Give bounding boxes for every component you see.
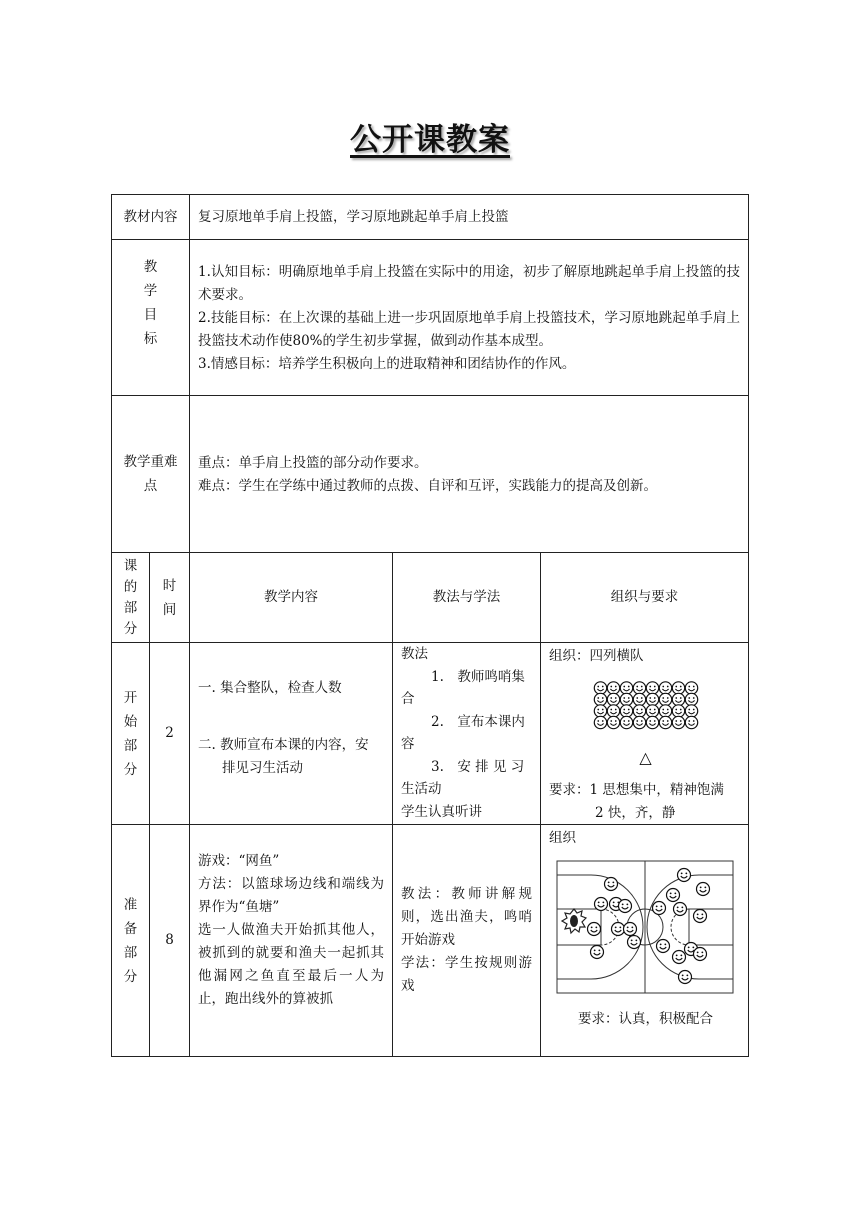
start-content-1: 一. 集合整队，检查人数	[198, 680, 342, 696]
goal-affective: 3.情感目标：培养学生积极向上的进取精神和团结协作的作风。	[198, 356, 576, 372]
goals-label-char: 教	[143, 258, 158, 275]
start-org-title: 组织：四列横队	[549, 648, 644, 664]
student-smiley-icon	[672, 693, 684, 705]
student-smiley-icon	[620, 705, 632, 717]
student-smiley-icon	[672, 705, 684, 717]
goals-content-cell	[189, 239, 749, 396]
student-smiley-icon	[678, 869, 691, 882]
goals-label-char: 学	[143, 282, 158, 299]
page-title: 公开课教案	[350, 122, 510, 158]
student-smiley-icon	[679, 971, 692, 984]
student-smiley-icon	[685, 716, 697, 728]
student-smiley-icon	[633, 716, 645, 728]
header-organization: 组织与要求	[610, 589, 679, 605]
start-method-1a: 1. 教师鸣哨集	[431, 668, 525, 685]
student-smiley-icon	[672, 682, 684, 694]
student-smiley-icon	[646, 693, 658, 705]
goal-cognitive: 1.认知目标：明确原地单手肩上投篮在实际中的用途，初步了解原地跳起单手肩上投篮的技术要求。	[198, 264, 740, 303]
prep-time: 8	[165, 932, 174, 948]
start-req-1: 要求：1 思想集中，精神饱满	[549, 782, 724, 798]
prep-teach-method: 教法：教师讲解规则，选出渔夫，鸣哨开始游戏	[401, 886, 532, 948]
student-smiley-icon	[607, 682, 619, 694]
start-content-cell	[189, 642, 393, 825]
header-part-char: 的	[123, 578, 138, 595]
student-smiley-icon	[605, 878, 618, 891]
header-method: 教法与学法	[432, 589, 501, 605]
start-method-4: 学生认真听讲	[401, 803, 482, 820]
student-smiley-icon	[685, 705, 697, 717]
prep-learn-method: 学法：学生按规则游戏	[401, 955, 532, 994]
student-smiley-icon	[594, 716, 606, 728]
header-part-cell	[111, 552, 150, 643]
prep-method-cell	[392, 824, 541, 1057]
student-smiley-icon	[659, 705, 671, 717]
student-smiley-icon	[685, 693, 697, 705]
start-content-2b: 排见习生活动	[222, 760, 303, 776]
header-part-char: 分	[123, 620, 138, 637]
start-method-3a: 3. 安 排 见 习	[431, 758, 525, 775]
start-part-char: 开	[123, 689, 138, 706]
student-smiley-icon	[591, 946, 604, 959]
start-method-1b: 合	[401, 691, 415, 707]
material-label: 教材内容	[123, 208, 178, 225]
material-content-cell	[189, 194, 749, 240]
material-content: 复习原地单手肩上投篮，学习原地跳起单手肩上投篮	[198, 208, 509, 225]
student-smiley-icon	[620, 693, 632, 705]
student-smiley-icon	[685, 682, 697, 694]
start-time-cell	[149, 642, 190, 825]
formation-diagram	[551, 680, 741, 742]
start-method-2a: 2. 宣布本课内	[431, 713, 525, 730]
prep-rule-text: 选一人做渔夫开始抓其他人，被抓到的就要和渔夫一起抓其他漏网之鱼直至最后一人为止，跑出线外的算被抓	[198, 922, 384, 1007]
student-smiley-icon	[674, 903, 687, 916]
prep-requirement: 要求：认真，积极配合	[578, 1011, 713, 1027]
student-smiley-icon	[594, 682, 606, 694]
header-time-cell	[149, 552, 190, 643]
start-method-title: 教法	[401, 646, 428, 662]
prep-time-cell	[149, 824, 190, 1057]
student-smiley-icon	[620, 716, 632, 728]
start-content-2a: 二. 教师宣布本课的内容，安	[198, 737, 369, 753]
student-smiley-icon	[659, 682, 671, 694]
keypoints-label-line2: 点	[143, 478, 158, 494]
student-smiley-icon	[694, 948, 707, 961]
student-smiley-icon	[594, 705, 606, 717]
prep-part-cell	[111, 824, 150, 1057]
student-smiley-icon	[667, 889, 680, 902]
header-part-char: 部	[123, 599, 138, 616]
prep-content-cell	[189, 824, 393, 1057]
start-part-char: 始	[123, 713, 138, 730]
student-smiley-icon	[624, 923, 637, 936]
start-method-cell	[392, 642, 541, 825]
prep-method-text: 方法：以篮球场边线和端线为界作为“鱼塘”	[198, 876, 384, 915]
start-method-2b: 容	[401, 736, 415, 752]
student-smiley-icon	[620, 682, 632, 694]
prep-game-title: 游戏：“网鱼”	[198, 853, 280, 869]
student-smiley-icon	[659, 693, 671, 705]
prep-org-title: 组织	[549, 830, 576, 846]
student-smiley-icon	[694, 910, 707, 923]
student-smiley-icon	[657, 940, 670, 953]
student-smiley-icon	[646, 716, 658, 728]
prep-part-char: 备	[123, 920, 138, 937]
student-smiley-icon	[607, 716, 619, 728]
student-smiley-icon	[619, 900, 632, 913]
student-smiley-icon	[646, 682, 658, 694]
student-smiley-icon	[628, 936, 641, 949]
student-smiley-icon	[673, 951, 686, 964]
student-smiley-icon	[607, 705, 619, 717]
student-smiley-icon	[653, 902, 666, 915]
prep-org-cell	[540, 824, 749, 1057]
student-smiley-icon	[607, 693, 619, 705]
start-org-cell	[540, 642, 749, 825]
goals-label-cell	[111, 239, 190, 396]
start-req-2: 2 快，齐，静	[595, 805, 676, 821]
start-part-char: 分	[123, 761, 138, 778]
student-smiley-icon	[588, 923, 601, 936]
student-smiley-icon	[633, 693, 645, 705]
goals-label-char: 标	[143, 330, 158, 347]
student-smiley-icon	[595, 898, 608, 911]
start-method-3b: 生活动	[401, 781, 442, 797]
header-part-char: 课	[123, 557, 138, 574]
keypoint-focus: 重点：单手肩上投篮的部分动作要求。	[198, 455, 428, 471]
material-label-cell	[111, 194, 190, 240]
prep-part-char: 部	[123, 944, 138, 961]
header-method-cell	[392, 552, 541, 643]
keypoints-label-cell	[111, 395, 190, 553]
start-part-cell	[111, 642, 150, 825]
prep-part-char: 准	[123, 896, 138, 913]
prep-part-char: 分	[123, 968, 138, 985]
start-part-char: 部	[123, 737, 138, 754]
student-smiley-icon	[659, 716, 671, 728]
header-time-char: 时	[162, 577, 177, 594]
keypoints-label-line1: 教学重难	[123, 454, 178, 470]
header-organization-cell	[540, 552, 749, 643]
keypoint-difficulty: 难点：学生在学练中通过教师的点拨、自评和互评，实践能力的提高及创新。	[198, 478, 657, 494]
fisherman-icon	[562, 909, 586, 933]
header-time-char: 间	[162, 601, 177, 618]
teacher-triangle-icon: △	[639, 748, 652, 767]
student-smiley-icon	[594, 693, 606, 705]
student-smiley-icon	[612, 923, 625, 936]
student-smiley-icon	[672, 716, 684, 728]
court-diagram	[555, 859, 735, 995]
start-time: 2	[165, 725, 174, 741]
header-content-cell	[189, 552, 393, 643]
header-content: 教学内容	[264, 589, 318, 605]
keypoints-content-cell	[189, 395, 749, 553]
student-smiley-icon	[646, 705, 658, 717]
goal-skill: 2.技能目标：在上次课的基础上进一步巩固原地单手肩上投篮技术，学习原地跳起单手肩上投篮技术动作使80%的学生初步掌握，做到动作基本成型。	[198, 310, 740, 349]
student-smiley-icon	[633, 705, 645, 717]
goals-label-char: 目	[143, 306, 158, 323]
student-smiley-icon	[697, 883, 710, 896]
student-smiley-icon	[633, 682, 645, 694]
